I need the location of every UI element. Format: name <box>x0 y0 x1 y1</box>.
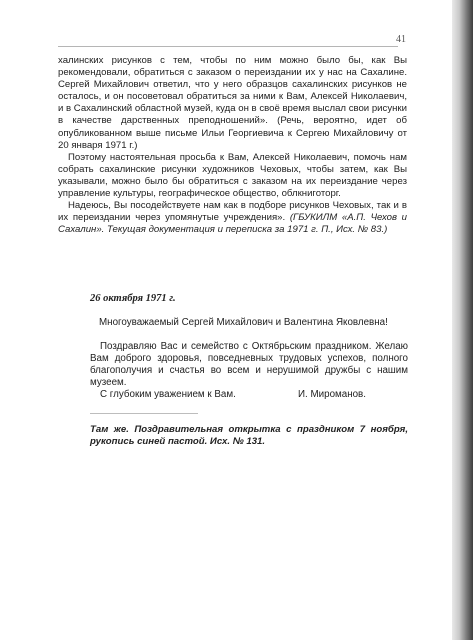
letter-closing: С глубоким уважением к Вам. <box>100 389 236 401</box>
body-paragraph: халинских рисунков с тем, чтобы по ним можно было бы, как Вы рекомендовали, обратиться с заказом о переиздании их у нас на Сахалине. Сергей Михайлович ответил, что у него образцов сахалинских рисунков не осталось, и он посоветовал обратиться за ними к Вам, Алексей Николаевич, и в Сахалинский областной музей, куда он в своё время выслал свои рисунки в качестве дарственных преподношений». (Речь, вероятно, идет об опубликованном выше письме Ильи Георгиевича к Сергею Михайловичу от 20 января 1971 г.) <box>58 55 407 151</box>
letter-paragraph: Поздравляю Вас и семейство с Октябрьским праздником. Желаю Вам доброго здоровья, повседневных трудовых успехов, полного благополучия и счастья во всем и нерушимой дружбы с нашим музеем. <box>90 341 408 389</box>
body-text <box>58 55 407 236</box>
letter-salutation: Многоуважаемый Сергей Михайлович и Валентина Яковлевна! <box>99 317 388 328</box>
body-paragraph: Поэтому настоятельная просьба к Вам, Алексей Николаевич, помочь нам собрать сахалинские рисунки художников Чеховых, чтобы затем, как Вы указывали, можно было бы обратиться с заказом на их переиздание через управление культуры, географическое общество, облкниготорг. <box>58 151 407 200</box>
footnote-rule <box>90 413 198 414</box>
book-spine-edge <box>452 0 473 640</box>
footnote: Там же. Поздравительная открытка с праздником 7 ноября, рукопись синей пастой. Исх. № 131. <box>90 424 408 448</box>
body-paragraph-with-reference <box>58 200 407 236</box>
quoted-text: Надеюсь, Вы посодействуете нам как в подборе рисунков Чеховых, так и в их переиздании через упомянутые учреждения». <box>58 200 407 224</box>
letter-date: 26 октября 1971 г. <box>90 293 176 304</box>
header-rule <box>58 46 398 47</box>
page-number: 41 <box>396 34 406 45</box>
letter-signature: И. Мироманов. <box>298 389 366 400</box>
archive-reference: (ГБУКИЛМ «А.П. Чехов и Сахалин». Текущая документация и переписка за 1971 г. П., Исх. № 83.) <box>58 212 407 236</box>
